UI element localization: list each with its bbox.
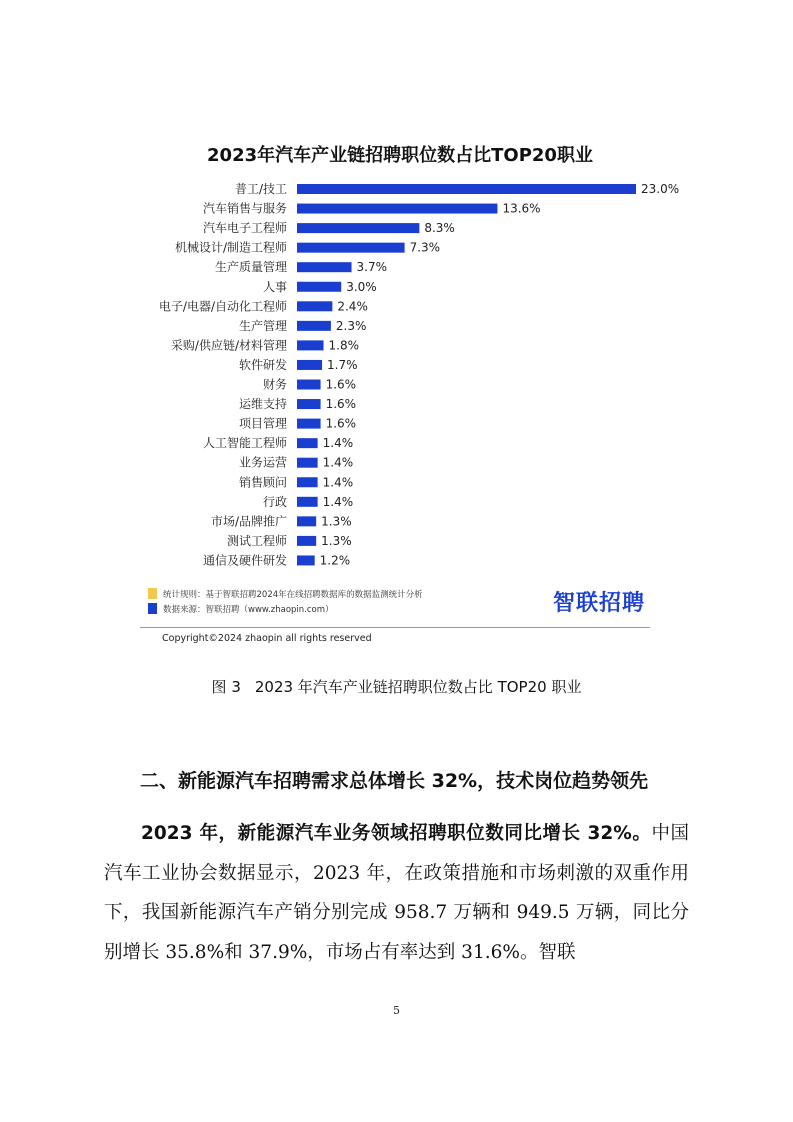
note-rule bbox=[148, 586, 568, 601]
bar bbox=[297, 184, 636, 194]
value-label: 13.6% bbox=[502, 201, 541, 216]
value-label: 1.6% bbox=[325, 397, 357, 412]
note-rule-text: 统计规则：基于智联招聘2024年在线招聘数据库的数据监测统计分析 bbox=[163, 589, 423, 600]
category-label: 汽车电子工程师 bbox=[202, 221, 287, 236]
value-label: 3.7% bbox=[356, 260, 388, 275]
note-source bbox=[148, 601, 568, 616]
bar bbox=[297, 360, 322, 370]
value-label: 2.4% bbox=[337, 299, 368, 314]
value-label: 7.3% bbox=[409, 240, 441, 255]
bar bbox=[297, 380, 321, 390]
bar bbox=[297, 419, 321, 429]
category-label: 人工智能工程师 bbox=[202, 436, 287, 451]
category-label: 人事 bbox=[262, 279, 287, 294]
chart-title: 2023年汽车产业链招聘职位数占比TOP20职业 bbox=[207, 145, 593, 166]
section-heading: 二、新能源汽车招聘需求总体增长 32%，技术岗位趋势领先 bbox=[140, 770, 649, 792]
zhaopin-logo: 智联招聘 bbox=[553, 591, 646, 616]
note-source-swatch bbox=[148, 603, 157, 614]
bar bbox=[297, 301, 332, 311]
category-label: 采购/供应链/材料管理 bbox=[170, 338, 287, 353]
bar bbox=[297, 516, 316, 526]
paragraph-lead: 2023 年，新能源汽车业务领域招聘职位数同比增长 32%。 bbox=[141, 823, 652, 844]
bar bbox=[297, 497, 318, 507]
value-label: 3.0% bbox=[346, 279, 377, 294]
category-label: 普工/技工 bbox=[234, 182, 287, 196]
note-rule-swatch bbox=[148, 588, 157, 599]
category-label: 财务 bbox=[262, 377, 287, 392]
bar bbox=[297, 536, 316, 546]
category-label: 生产管理 bbox=[238, 318, 287, 333]
category-label: 软件研发 bbox=[238, 357, 287, 372]
bar bbox=[297, 399, 321, 409]
bar bbox=[297, 438, 318, 448]
bar bbox=[297, 243, 405, 253]
category-label: 市场/品牌推广 bbox=[210, 514, 287, 529]
bar bbox=[297, 458, 318, 468]
category-label: 汽车销售与服务 bbox=[202, 201, 287, 216]
value-label: 1.3% bbox=[321, 514, 352, 529]
bar bbox=[297, 477, 318, 487]
value-label: 1.2% bbox=[319, 553, 351, 568]
page-number: 5 bbox=[393, 1004, 400, 1017]
bar bbox=[297, 204, 497, 214]
value-label: 1.6% bbox=[325, 377, 357, 392]
value-label: 1.7% bbox=[327, 357, 358, 372]
category-label: 通信及硬件研发 bbox=[202, 553, 287, 568]
value-label: 1.3% bbox=[321, 533, 352, 548]
bar bbox=[297, 223, 419, 233]
copyright-text: Copyright©2024 zhaopin all rights reserved bbox=[162, 633, 372, 644]
category-label: 项目管理 bbox=[238, 416, 287, 431]
bar bbox=[297, 555, 315, 565]
category-label: 行政 bbox=[262, 494, 287, 509]
category-label: 业务运营 bbox=[238, 455, 287, 470]
figure-caption bbox=[0, 676, 793, 697]
chart-divider bbox=[140, 627, 650, 628]
figure-caption-text: 2023 年汽车产业链招聘职位数占比 TOP20 职业 bbox=[254, 678, 582, 696]
value-label: 8.3% bbox=[424, 221, 455, 236]
body-paragraph bbox=[104, 814, 689, 972]
note-source-text: 数据来源：智联招聘（www.zhaopin.com） bbox=[163, 604, 334, 615]
value-label: 2.3% bbox=[335, 318, 367, 333]
value-label: 1.4% bbox=[322, 494, 354, 509]
value-label: 1.4% bbox=[322, 475, 354, 490]
chart-notes bbox=[148, 586, 568, 616]
category-label: 测试工程师 bbox=[226, 533, 287, 548]
category-label: 生产质量管理 bbox=[214, 260, 287, 275]
bar bbox=[297, 282, 341, 292]
category-label: 电子/电器/自动化工程师 bbox=[158, 299, 287, 314]
figure-number: 图 3 bbox=[211, 678, 241, 696]
category-label: 运维支持 bbox=[238, 397, 287, 412]
category-label: 销售顾问 bbox=[238, 475, 287, 490]
value-label: 1.4% bbox=[322, 436, 354, 451]
value-label: 1.6% bbox=[325, 416, 357, 431]
bar bbox=[297, 340, 324, 350]
value-label: 23.0% bbox=[641, 182, 680, 196]
bar bbox=[297, 262, 352, 272]
category-label: 机械设计/制造工程师 bbox=[174, 240, 287, 255]
bar bbox=[297, 321, 331, 331]
paragraph-body: 中国汽车工业协会数据显示，2023 年，在政策措施和市场刺激的双重作用下，我国新能源汽车产销分别完成 958.7 万辆和 949.5 万辆，同比分别增长 35.8%和 37.9%，市场占有率达到 31.6%。智联 bbox=[104, 823, 689, 963]
value-label: 1.8% bbox=[328, 338, 360, 353]
value-label: 1.4% bbox=[322, 455, 354, 470]
